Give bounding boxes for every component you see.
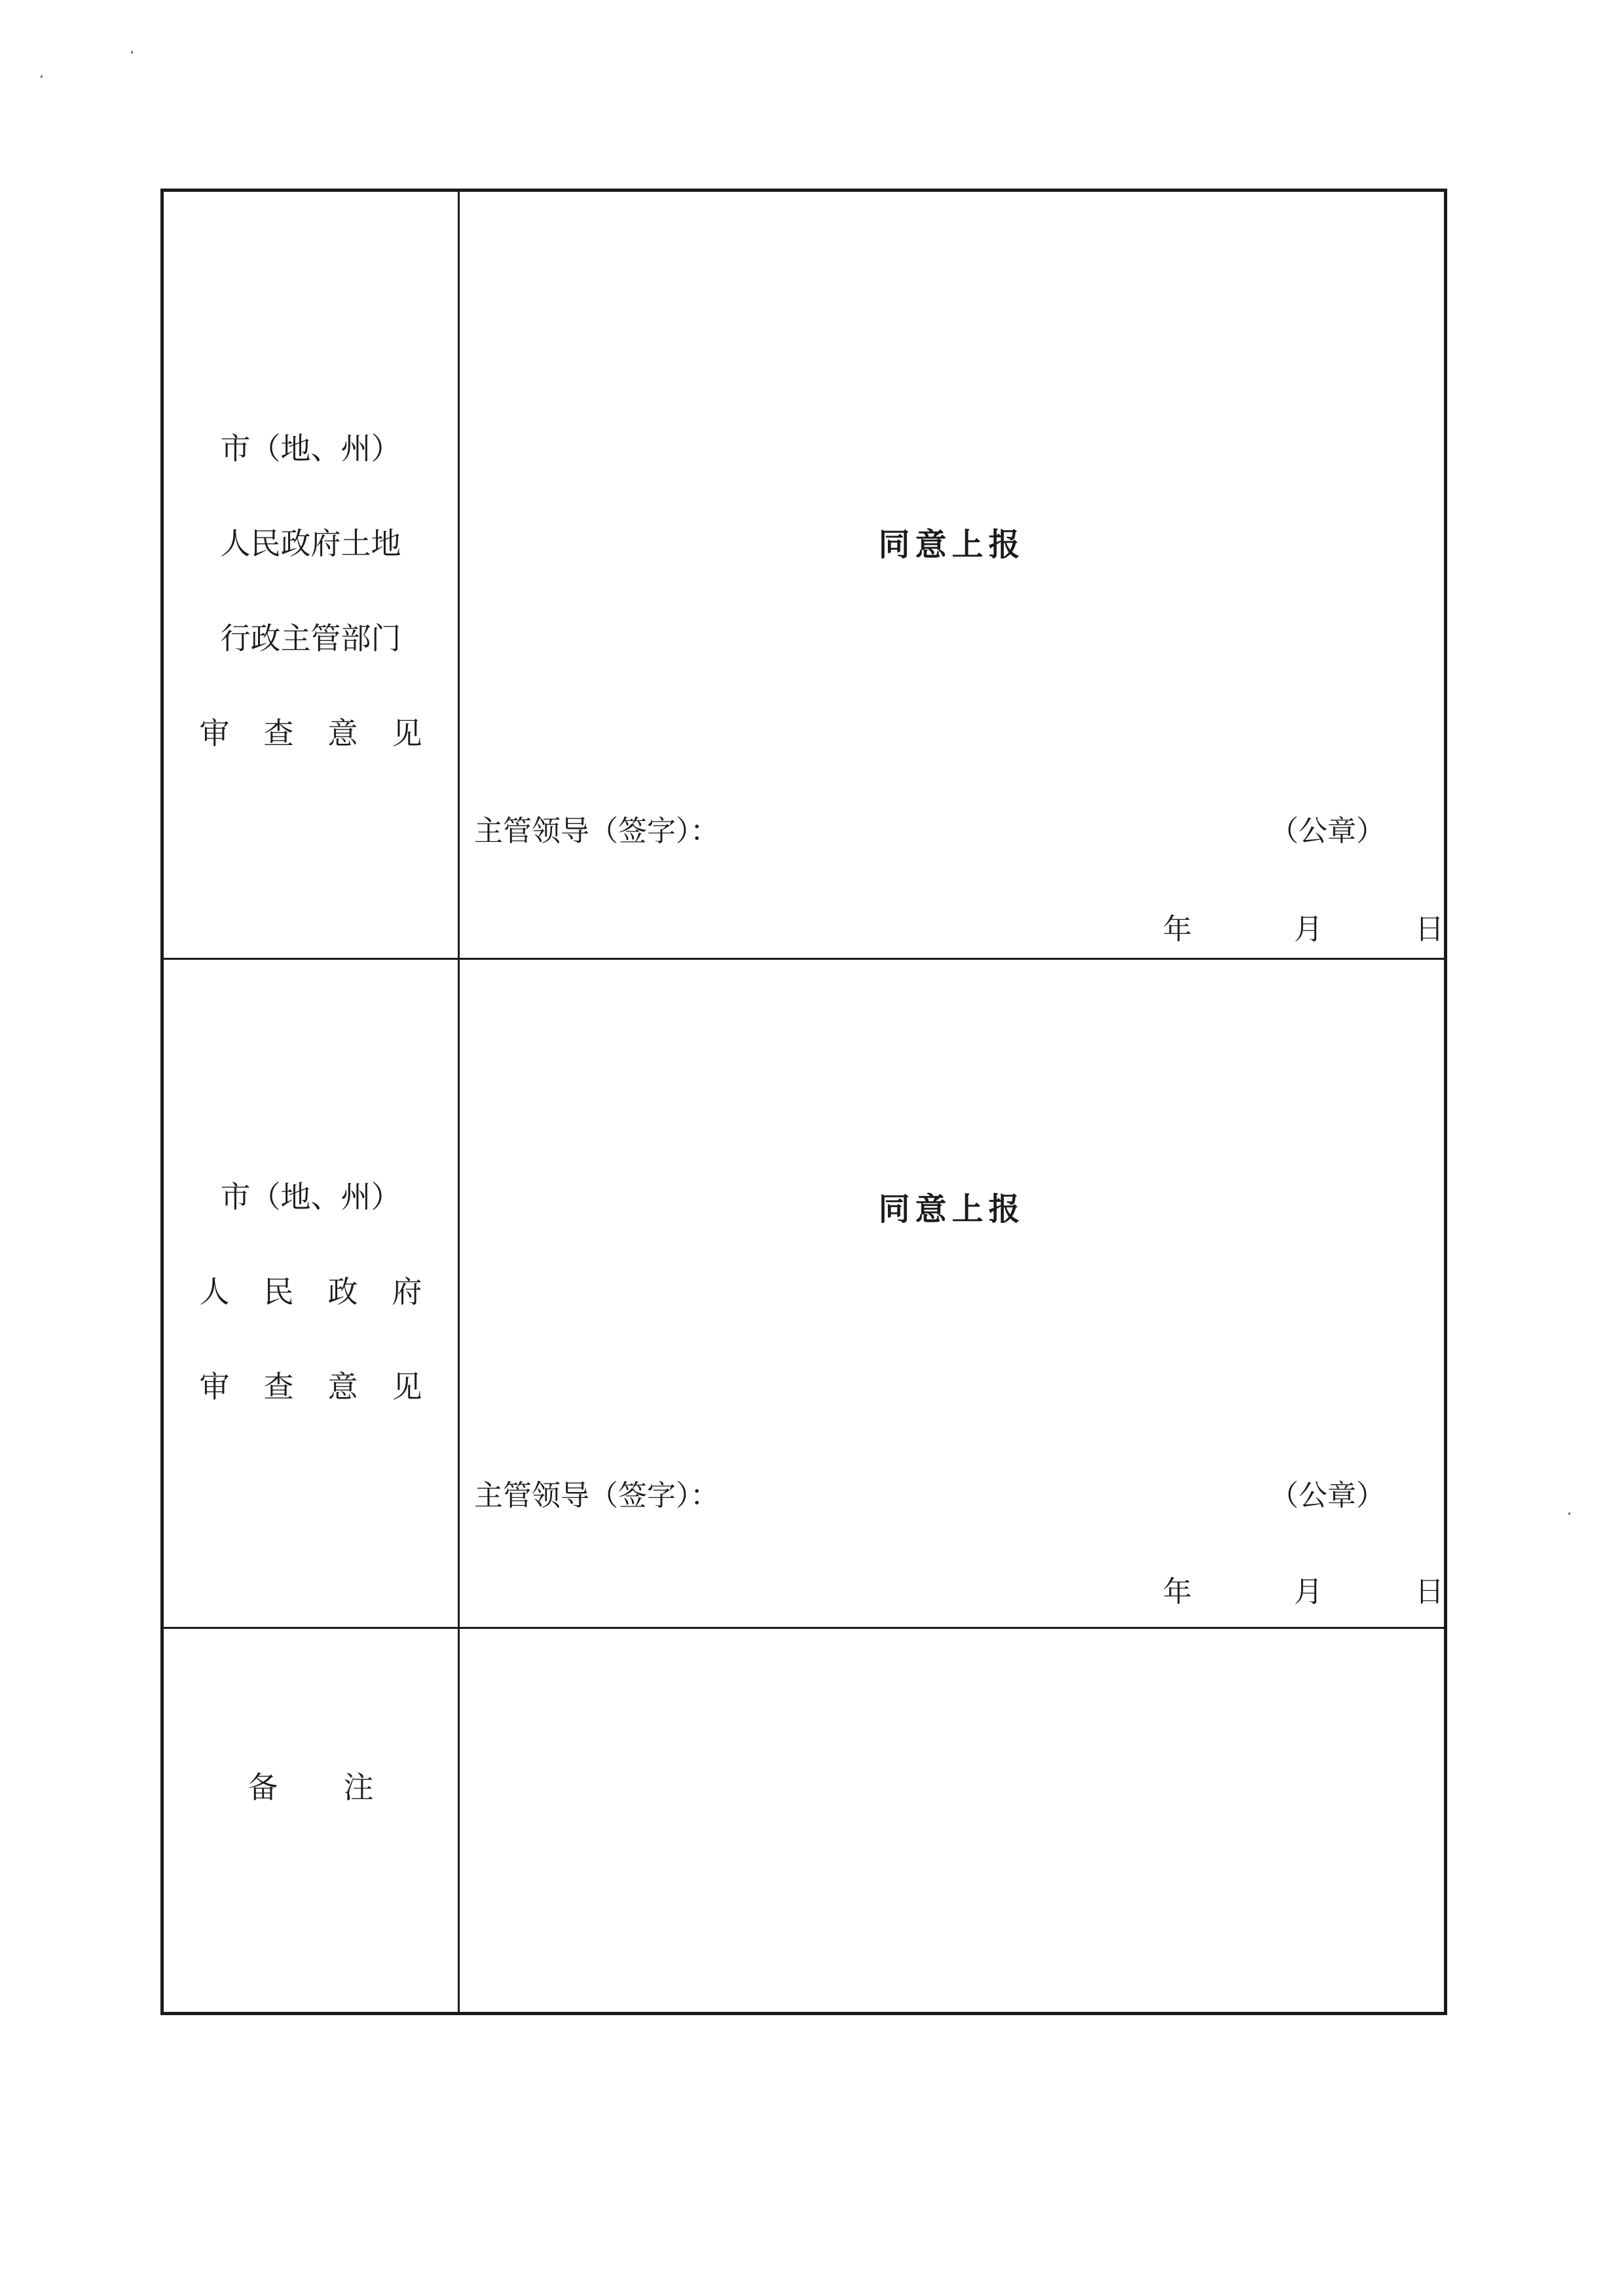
label-line-review-opinion: 审查意见	[199, 716, 456, 751]
official-seal-label: （公章）	[1270, 1479, 1385, 1512]
land-dept-review-row	[164, 192, 1444, 960]
remarks-label-cell	[164, 1627, 460, 2015]
government-review-label-cell	[164, 958, 460, 1627]
label-line-city: 市（地、州）	[220, 431, 401, 466]
leader-signature-label: 主管领导（签字）：	[474, 1479, 719, 1512]
label-line-government-land: 人民政府土地	[220, 526, 401, 561]
remarks-label: 备注	[248, 1770, 439, 1805]
land-dept-review-content-cell	[460, 192, 1444, 958]
label-line-city: 市（地、州）	[220, 1179, 401, 1214]
date-year-label: 年	[1163, 1575, 1192, 1609]
date-month-label: 月	[1294, 913, 1323, 946]
remarks-content-cell	[460, 1627, 1444, 2015]
review-form-table	[160, 189, 1447, 2015]
date-day-label: 日	[1415, 913, 1444, 946]
government-review-content-cell	[460, 958, 1444, 1627]
scan-speck	[41, 75, 43, 78]
label-line-government: 人民政府	[199, 1274, 456, 1309]
opinion-text: 同意上报	[878, 526, 1025, 563]
leader-signature-label: 主管领导（签字）：	[474, 814, 719, 848]
label-line-admin-dept: 行政主管部门	[220, 621, 401, 656]
remarks-row	[164, 1627, 1444, 2015]
label-line-review-opinion: 审查意见	[199, 1369, 456, 1404]
scan-speck	[131, 51, 133, 54]
scan-speck	[1568, 1512, 1570, 1515]
land-dept-review-label-cell	[164, 192, 460, 958]
date-day-label: 日	[1415, 1575, 1444, 1609]
date-month-label: 月	[1294, 1575, 1323, 1609]
official-seal-label: （公章）	[1270, 814, 1385, 848]
opinion-text: 同意上报	[878, 1191, 1025, 1228]
government-review-row	[164, 958, 1444, 1629]
date-year-label: 年	[1163, 913, 1192, 946]
